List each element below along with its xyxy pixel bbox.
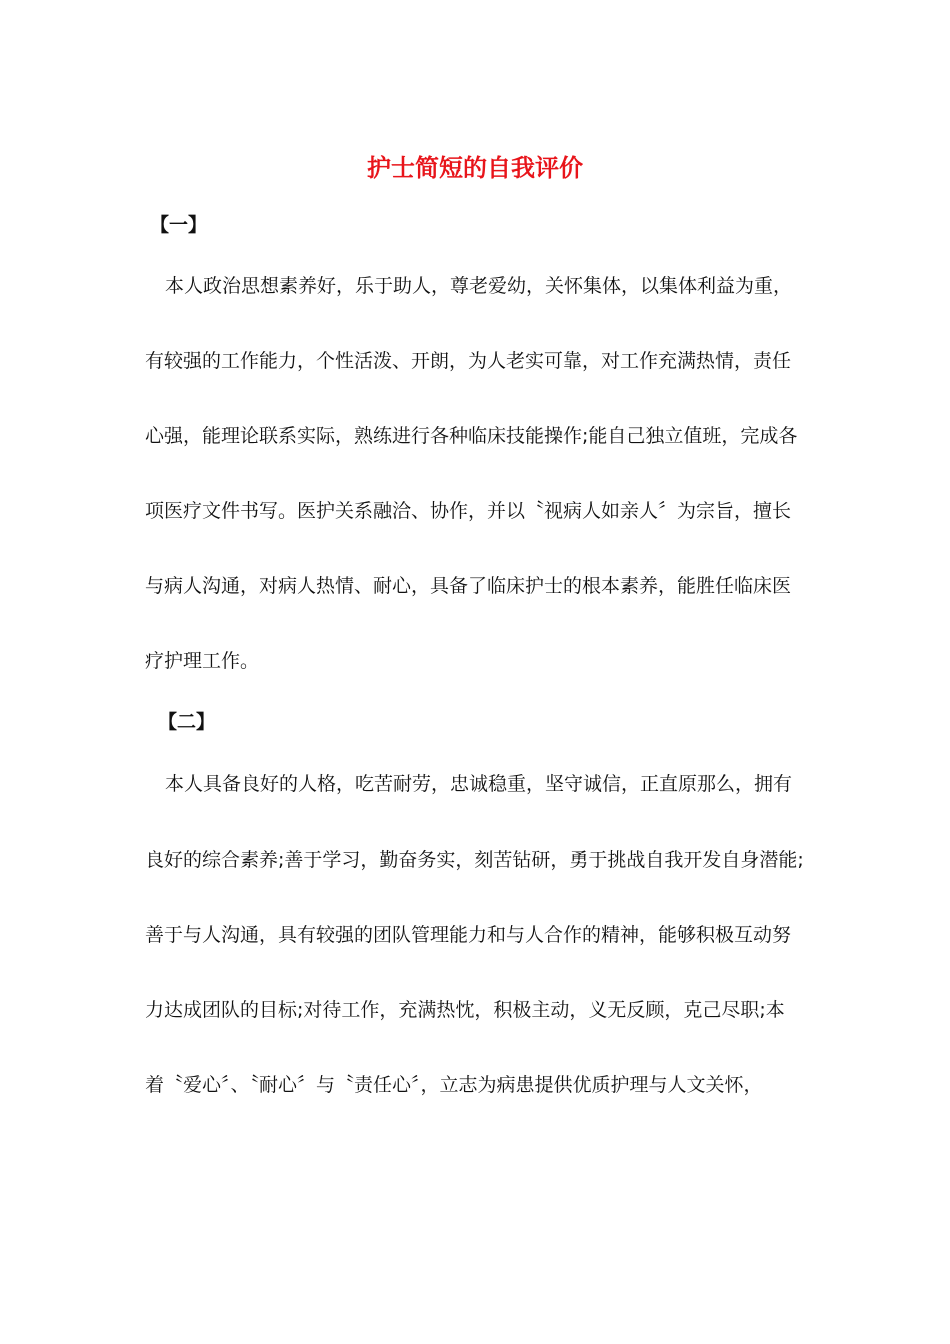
paragraph-line: 疗护理工作。	[145, 650, 260, 672]
section-heading-2: 【二】	[158, 711, 216, 733]
paragraph-line: 本人政治思想素养好，乐于助人，尊老爱幼，关怀集体，以集体利益为重，	[165, 275, 793, 297]
paragraph-line: 与病人沟通，对病人热情、耐心，具备了临床护士的根本素养，能胜任临床医	[145, 575, 792, 597]
paragraph-line: 项医疗文件书写。医护关系融洽、协作，并以〝视病人如亲人〞为宗旨，擅长	[145, 500, 792, 522]
paragraph-line: 着〝爱心〞、〝耐心〞与〝责任心〞，立志为病患提供优质护理与人文关怀，	[145, 1074, 763, 1096]
paragraph-line: 心强，能理论联系实际，熟练进行各种临床技能操作;能自己独立值班，完成各	[145, 425, 798, 447]
paragraph-line: 有较强的工作能力，个性活泼、开朗，为人老实可靠，对工作充满热情，责任	[145, 350, 792, 372]
document-title: 护士简短的自我评价	[367, 153, 583, 182]
paragraph-line: 本人具备良好的人格，吃苦耐劳，忠诚稳重，坚守诚信，正直原那么，拥有	[165, 773, 793, 795]
paragraph-line: 良好的综合素养;善于学习，勤奋务实，刻苦钻研，勇于挑战自我开发自身潜能;	[145, 849, 804, 871]
paragraph-line: 力达成团队的目标;对待工作，充满热忱，积极主动，义无反顾，克己尽职;本	[145, 999, 785, 1021]
section-heading-1: 【一】	[150, 214, 208, 236]
paragraph-line: 善于与人沟通，具有较强的团队管理能力和与人合作的精神，能够积极互动努	[145, 924, 792, 946]
